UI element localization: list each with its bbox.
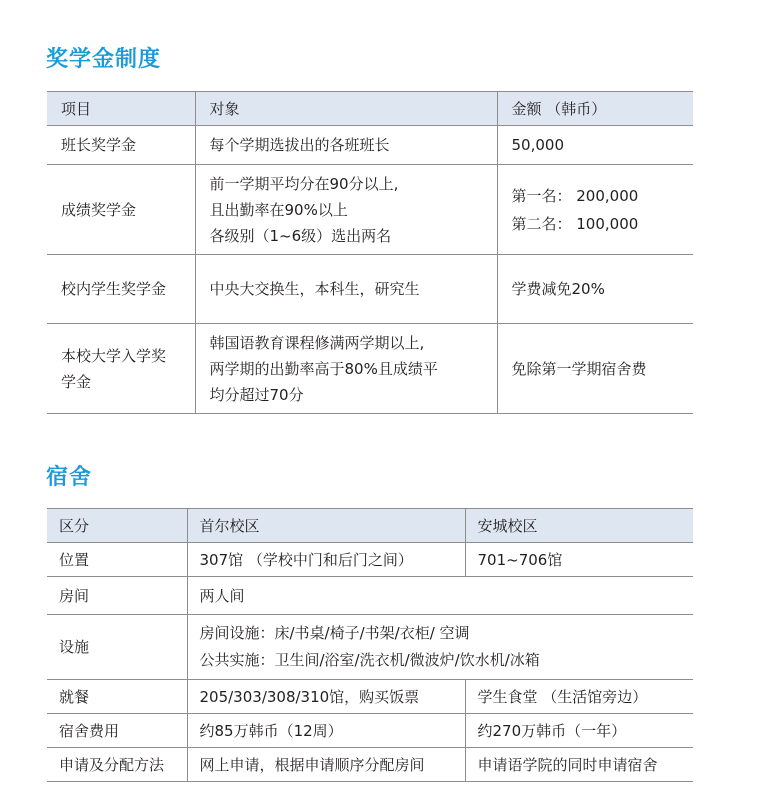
scholarship-table [47,91,693,414]
scholarship-amount: 免除第一学期宿舍费 [497,324,693,414]
scholarship-target: 韩国语教育课程修满两学期以上, 两学期的出勤率高于80%且成绩平 均分超过70分 [195,324,497,414]
dorm-anseong-value: 申请语学院的同时申请宿舍 [465,748,693,782]
table-row [47,748,693,782]
table-row [47,255,693,324]
scholarship-item: 成绩奖学金 [47,165,195,255]
table-row [47,324,693,414]
dorm-seoul-value: 205/303/308/310馆，购买饭票 [187,680,465,714]
header-item: 项目 [47,92,195,126]
table-row [47,680,693,714]
scholarship-item: 本校大学入学奖 学金 [47,324,195,414]
dorm-merged-value: 两人间 [187,577,693,615]
table-row [47,615,693,680]
dormitory-header-row [47,509,693,543]
dorm-merged-value: 房间设施：床/书桌/椅子/书架/衣柜/ 空调 公共实施：卫生间/浴室/洗衣机/微波炉/饮水机/冰箱 [187,615,693,680]
header-category: 区分 [47,509,187,543]
scholarship-amount: 第一名： 200,000 第二名： 100,000 [497,165,693,255]
dorm-seoul-value: 网上申请，根据申请顺序分配房间 [187,748,465,782]
scholarship-item: 班长奖学金 [47,126,195,165]
scholarship-target: 前一学期平均分在90分以上, 且出勤率在90%以上 各级别（1~6级）选出两名 [195,165,497,255]
scholarship-target: 中央大交换生，本科生，研究生 [195,255,497,324]
dorm-label: 申请及分配方法 [47,748,187,782]
dorm-seoul-value: 307馆 （学校中门和后门之间） [187,543,465,577]
table-row [47,165,693,255]
dorm-anseong-value: 约270万韩币（一年） [465,714,693,748]
table-row [47,714,693,748]
header-target: 对象 [195,92,497,126]
dormitory-table [47,508,693,782]
dorm-label: 就餐 [47,680,187,714]
scholarship-header-row [47,92,693,126]
dorm-anseong-value: 701~706馆 [465,543,693,577]
header-anseong-campus: 安城校区 [465,509,693,543]
dormitory-title: 宿舍 [46,465,93,490]
scholarship-amount: 学费减免20% [497,255,693,324]
scholarship-item: 校内学生奖学金 [47,255,195,324]
dorm-label: 位置 [47,543,187,577]
header-amount: 金额 （韩币） [497,92,693,126]
dorm-label: 设施 [47,615,187,680]
dorm-label: 宿舍费用 [47,714,187,748]
dorm-anseong-value: 学生食堂 （生活馆旁边） [465,680,693,714]
table-row [47,543,693,577]
dorm-seoul-value: 约85万韩币（12周） [187,714,465,748]
dorm-label: 房间 [47,577,187,615]
table-row [47,577,693,615]
scholarship-title: 奖学金制度 [46,47,162,72]
table-row [47,126,693,165]
scholarship-target: 每个学期选拔出的各班班长 [195,126,497,165]
header-seoul-campus: 首尔校区 [187,509,465,543]
scholarship-amount: 50,000 [497,126,693,165]
